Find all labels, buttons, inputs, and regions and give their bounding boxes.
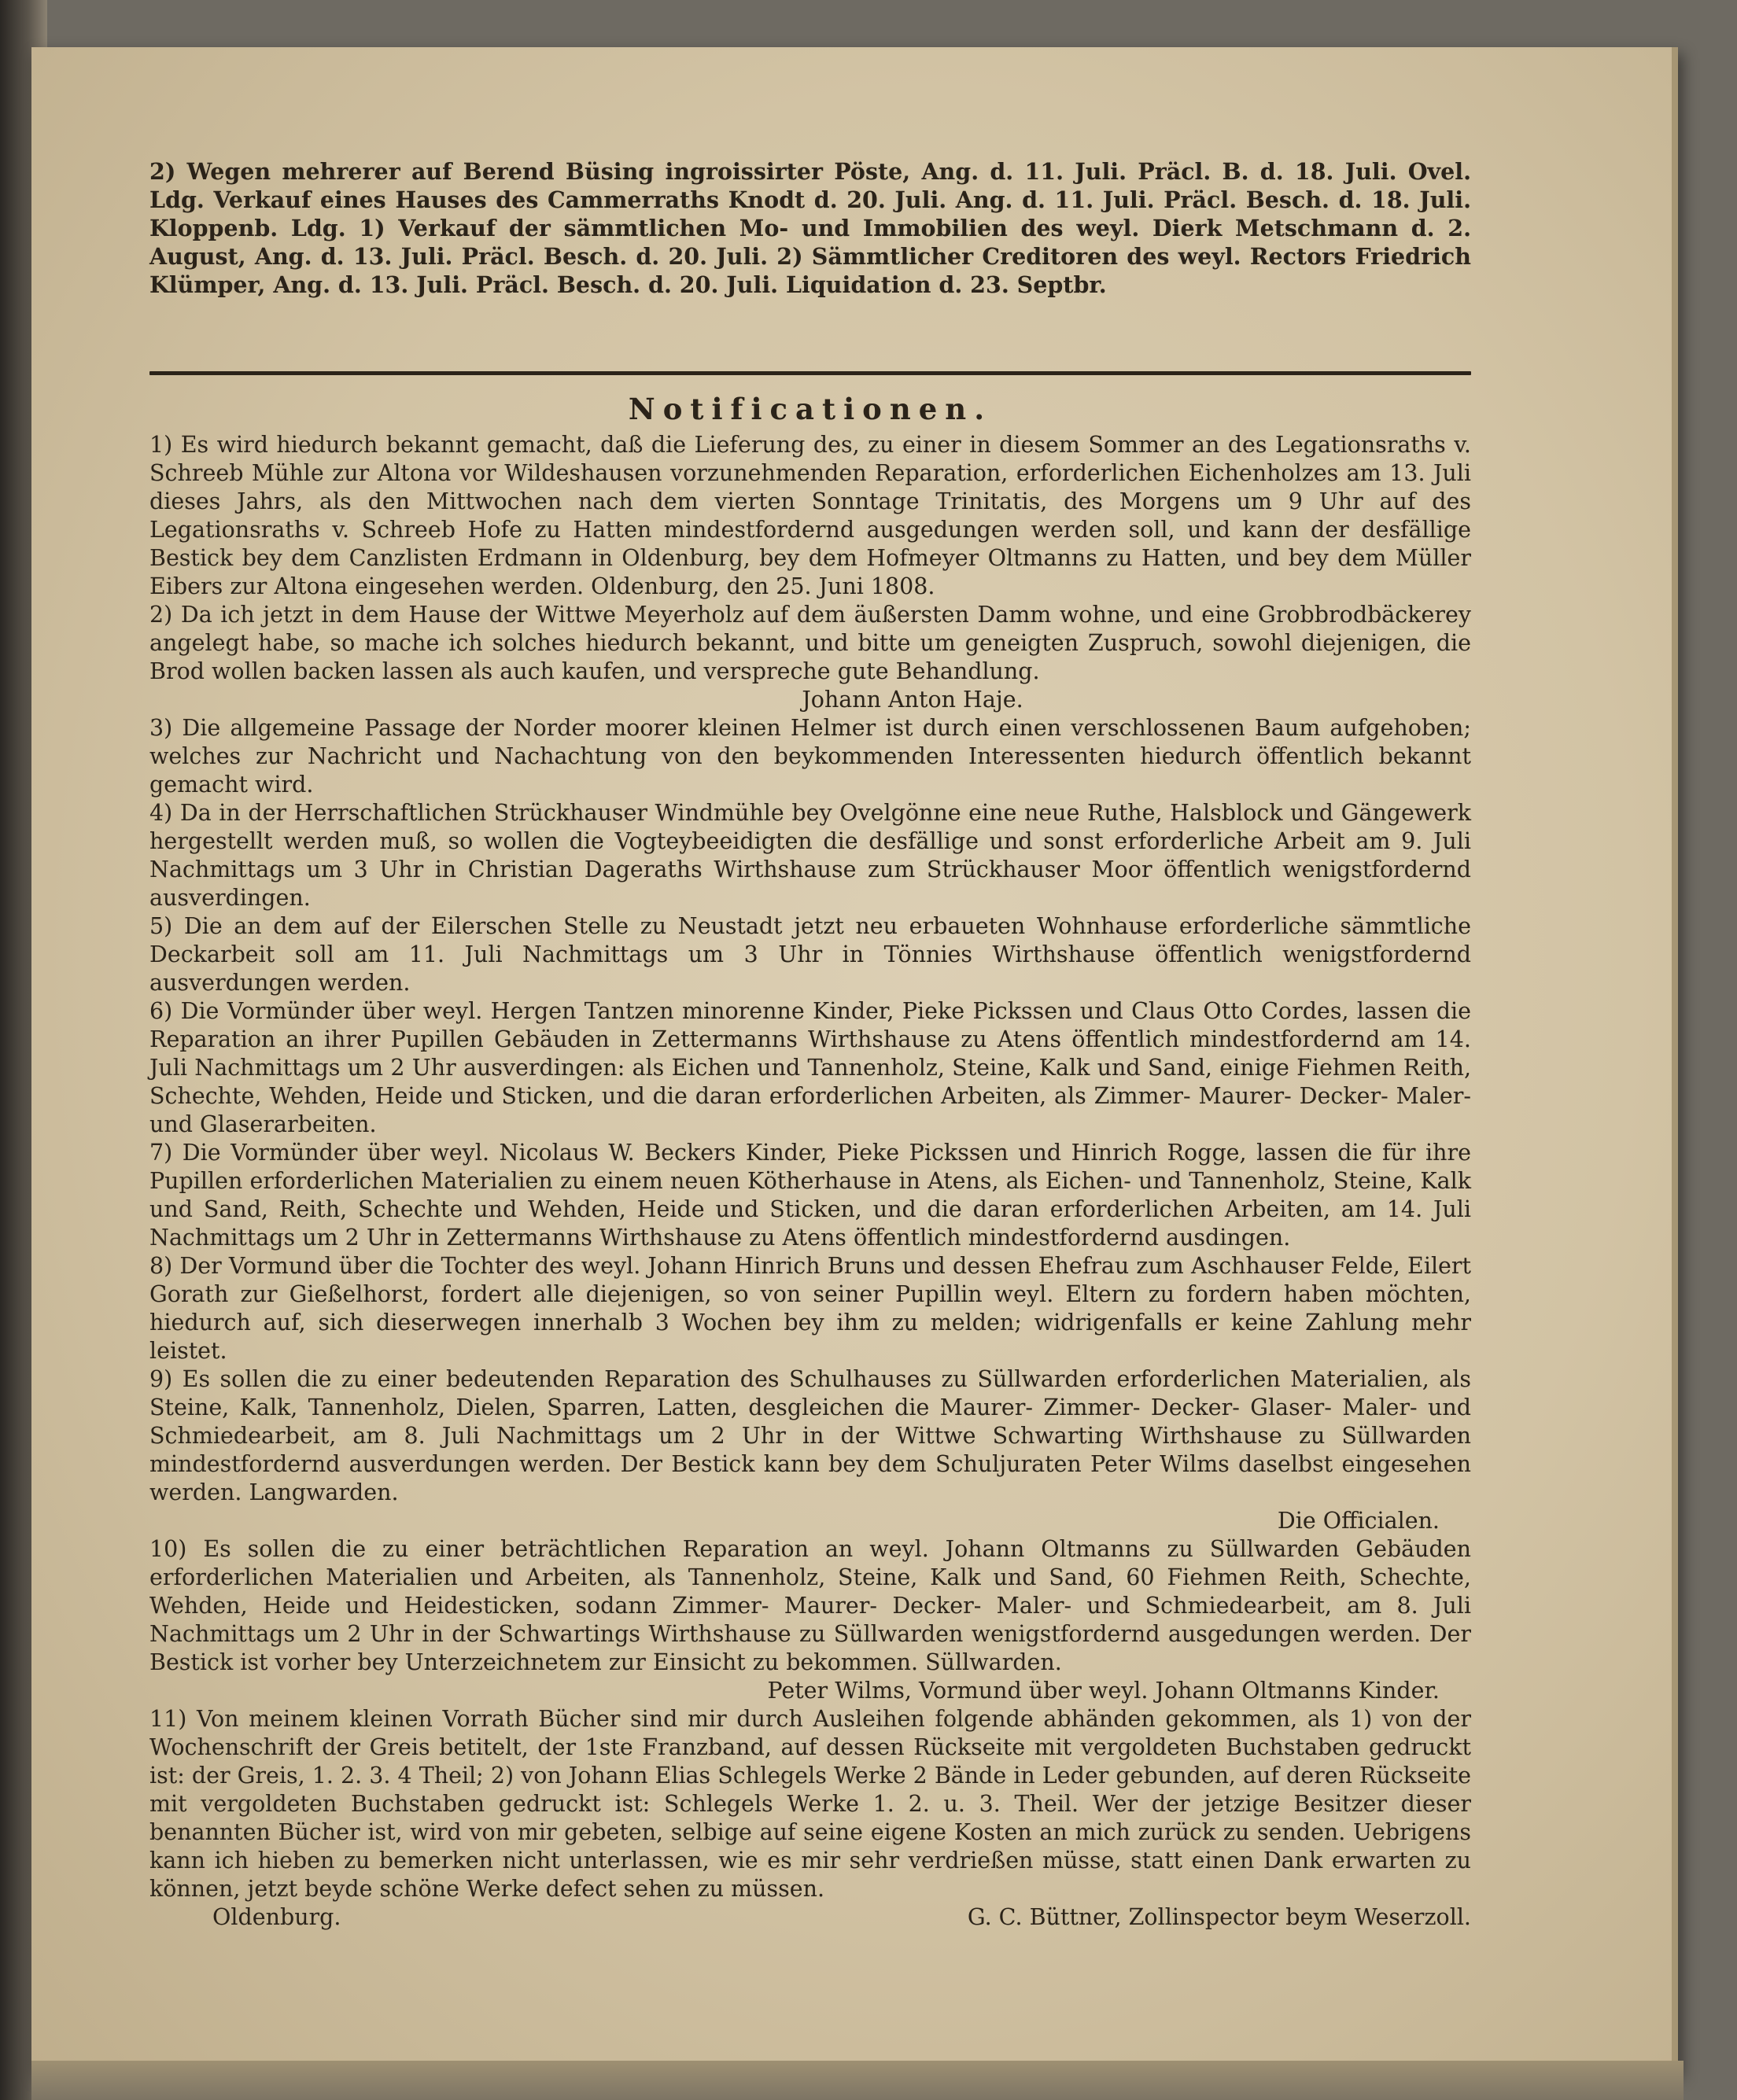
notice-1: 1) Es wird hiedurch bekannt gemacht, daß die Lieferung des, zu einer in diesem Sommer an des Legationsraths v. Schreeb Mühle zur Altona vor Wildeshausen vorzunehmenden Reparation, erforderlichen Eichenholzes am 13. Juli dieses Jahrs, als den Mittwochen nach dem vierten Sonntage Trinitatis, des Morgens um 9 Uhr auf des Legationsraths v. Schreeb Hofe zu Hatten mindestfordernd ausgedungen werden soll, und kann der desfällige Bestick bey dem Canzlisten Erdmann in Oldenburg, bey dem Hofmeyer Oltmanns zu Hatten, und bey dem Müller Eibers zur Altona eingesehen werden. Oldenburg, den 25. Juni 1808. [149, 432, 1471, 599]
page-bottom-edge [31, 2061, 1684, 2100]
notice-10-signature: Peter Wilms, Vormund über weyl. Johann Oltmanns Kinder. [767, 1678, 1440, 1704]
notice-10: 10) Es sollen die zu einer beträchtlichen Reparation an weyl. Johann Oltmanns zu Süllwarden Gebäuden erforderlichen Materialien und Arbeiten, als Tannenholz, Steine, Kalk und Sand, 60 Fiehmen Reith, Schechte, Wehden, Heide und Heidesticken, sodann Zimmer- Maurer- Decker- Maler- und Schmiedearbeit, am 8. Juli Nachmittags um 2 Uhr in der Schwartings Wirthshause zu Süllwarden wenigstfordernd ausgedungen werden. Der Bestick ist vorher bey Unterzeichnetem zur Einsicht zu bekommen. Süllwarden. [149, 1536, 1471, 1675]
notice-4: 4) Da in der Herrschaftlichen Strückhauser Windmühle bey Ovelgönne eine neue Ruthe, Halsblock und Gängewerk hergestellt werden muß, so wollen die Vogteybeeidigten die desfällige und sonst erforderliche Arbeit am 9. Juli Nachmittags um 3 Uhr in Christian Dageraths Wirthshause zum Strückhauser Moor öffentlich wenigstfordernd ausverdingen. [149, 800, 1471, 911]
notice-11-signature: G. C. Büttner, Zollinspector beym Weserzoll. [967, 1904, 1471, 1930]
top-section-text: 2) Wegen mehrerer auf Berend Büsing ingroissirter Pöste, Ang. d. 11. Juli. Präcl. B. d. 18. Juli. Ovel. Ldg. Verkauf eines Hauses des Cammerraths Knodt d. 20. Juli. Ang. d. 11. Juli. Präcl. Besch. d. 18. Juli. Kloppenb. Ldg. 1) Verkauf der sämmtlichen Mo- und Immobilien des weyl. Dierk Metschmann d. 2. August, Ang. d. 13. Juli. Präcl. Besch. d. 20. Juli. 2) Sämmtlicher Creditoren des weyl. Rectors Friedrich Klümper, Ang. d. 13. Juli. Präcl. Besch. d. 20. Juli. Liquidation d. 23. Septbr. [149, 158, 1471, 298]
notice-5: 5) Die an dem auf der Eilerschen Stelle zu Neustadt jetzt neu erbaueten Wohnhause erforderliche sämmtliche Deckarbeit soll am 11. Juli Nachmittags um 3 Uhr in Tönnies Wirthshause öffentlich wenigstfordernd ausverdungen werden. [149, 913, 1471, 996]
notice-6: 6) Die Vormünder über weyl. Hergen Tantzen minorenne Kinder, Pieke Pickssen und Claus Otto Cordes, lassen die Reparation an ihrer Pupillen Gebäuden in Zettermanns Wirthshause zu Atens öffentlich mindestfordernd am 14. Juli Nachmittags um 2 Uhr ausverdingen: als Eichen und Tannenholz, Steine, Kalk und Sand, einige Fiehmen Reith, Schechte, Wehden, Heide und Sticken, und die daran erforderlichen Arbeiten, als Zimmer- Maurer- Decker- Maler- und Glaserarbeiten. [149, 998, 1471, 1137]
notices-list [149, 431, 1471, 1932]
notice-8: 8) Der Vormund über die Tochter des weyl. Johann Hinrich Bruns und dessen Ehefrau zum Aschhauser Felde, Eilert Gorath zur Gießelhorst, fordert alle diejenigen, so von seiner Pupillin weyl. Eltern zu fordern haben möchten, hiedurch auf, sich dieserwegen innerhalb 3 Wochen bey ihm zu melden; widrigenfalls er keine Zahlung mehr leistet. [149, 1253, 1471, 1364]
notice-11-footer [149, 1903, 1471, 1932]
top-section [149, 157, 1471, 299]
notice-9: 9) Es sollen die zu einer bedeutenden Reparation des Schulhauses zu Süllwarden erforderlichen Materialien, als Steine, Kalk, Tannenholz, Dielen, Sparren, Latten, desgleichen die Maurer- Zimmer- Decker- Glaser- Maler- und Schmiedearbeit, am 8. Juli Nachmittags um 2 Uhr in der Wittwe Schwarting Wirthshause zu Süllwarden mindestfordernd ausverdungen werden. Der Bestick kann bey dem Schuljuraten Peter Wilms daselbst eingesehen werden. Langwarden. [149, 1366, 1471, 1505]
notice-3: 3) Die allgemeine Passage der Norder moorer kleinen Helmer ist durch einen verschlossenen Baum aufgehoben; welches zur Nachricht und Nachachtung von den beykommenden Interessenten hiedurch öffentlich bekannt gemacht wird. [149, 715, 1471, 798]
section-divider [149, 371, 1471, 375]
notice-9-signature: Die Officialen. [1277, 1508, 1440, 1534]
notice-7: 7) Die Vormünder über weyl. Nicolaus W. Beckers Kinder, Pieke Pickssen und Hinrich Rogge, lassen die für ihre Pupillen erforderlichen Materialien zu einem neuen Kötherhause in Atens, als Eichen- und Tannenholz, Steine, Kalk und Sand, Reith, Schechte und Wehden, Heide und Sticken, und die daran erforderlichen Arbeiten, am 14. Juli Nachmittags um 2 Uhr in Zettermanns Wirthshause zu Atens öffentlich mindestfordernd ausdingen. [149, 1140, 1471, 1251]
section-heading: Notificationen. [628, 392, 993, 426]
notice-11: 11) Von meinem kleinen Vorrath Bücher sind mir durch Ausleihen folgende abhänden gekommen, als 1) von der Wochenschrift der Greis betitelt, der 1ste Franzband, auf dessen Rückseite mit vergoldeten Buchstaben gedruckt ist: der Greis, 1. 2. 3. 4 Theil; 2) von Johann Elias Schlegels Werke 2 Bände in Leder gebunden, auf deren Rückseite mit vergoldeten Buchstaben gedruckt ist: Schlegels Werke 1. 2. u. 3. Theil. Wer der jetzige Besitzer dieser benannten Bücher ist, wird von mir gebeten, selbige auf seine eigene Kosten an mich zurück zu senden. Uebrigens kann ich hieben zu bemerken nicht unterlassen, wie es mir sehr verdrießen müsse, statt einen Dank erwarten zu können, jetzt beyde schöne Werke defect sehen zu müssen. [149, 1706, 1471, 1902]
notice-2: 2) Da ich jetzt in dem Hause der Wittwe Meyerholz auf dem äußersten Damm wohne, und eine Grobbrodbäckerey angelegt habe, so mache ich solches hiedurch bekannt, und bitte um geneigten Zuspruch, sowohl diejenigen, die Brod wollen backen lassen als auch kaufen, und verspreche gute Behandlung. [149, 602, 1471, 684]
notice-2-signature: Johann Anton Haje. [802, 687, 1023, 713]
notice-11-place: Oldenburg. [212, 1904, 341, 1930]
